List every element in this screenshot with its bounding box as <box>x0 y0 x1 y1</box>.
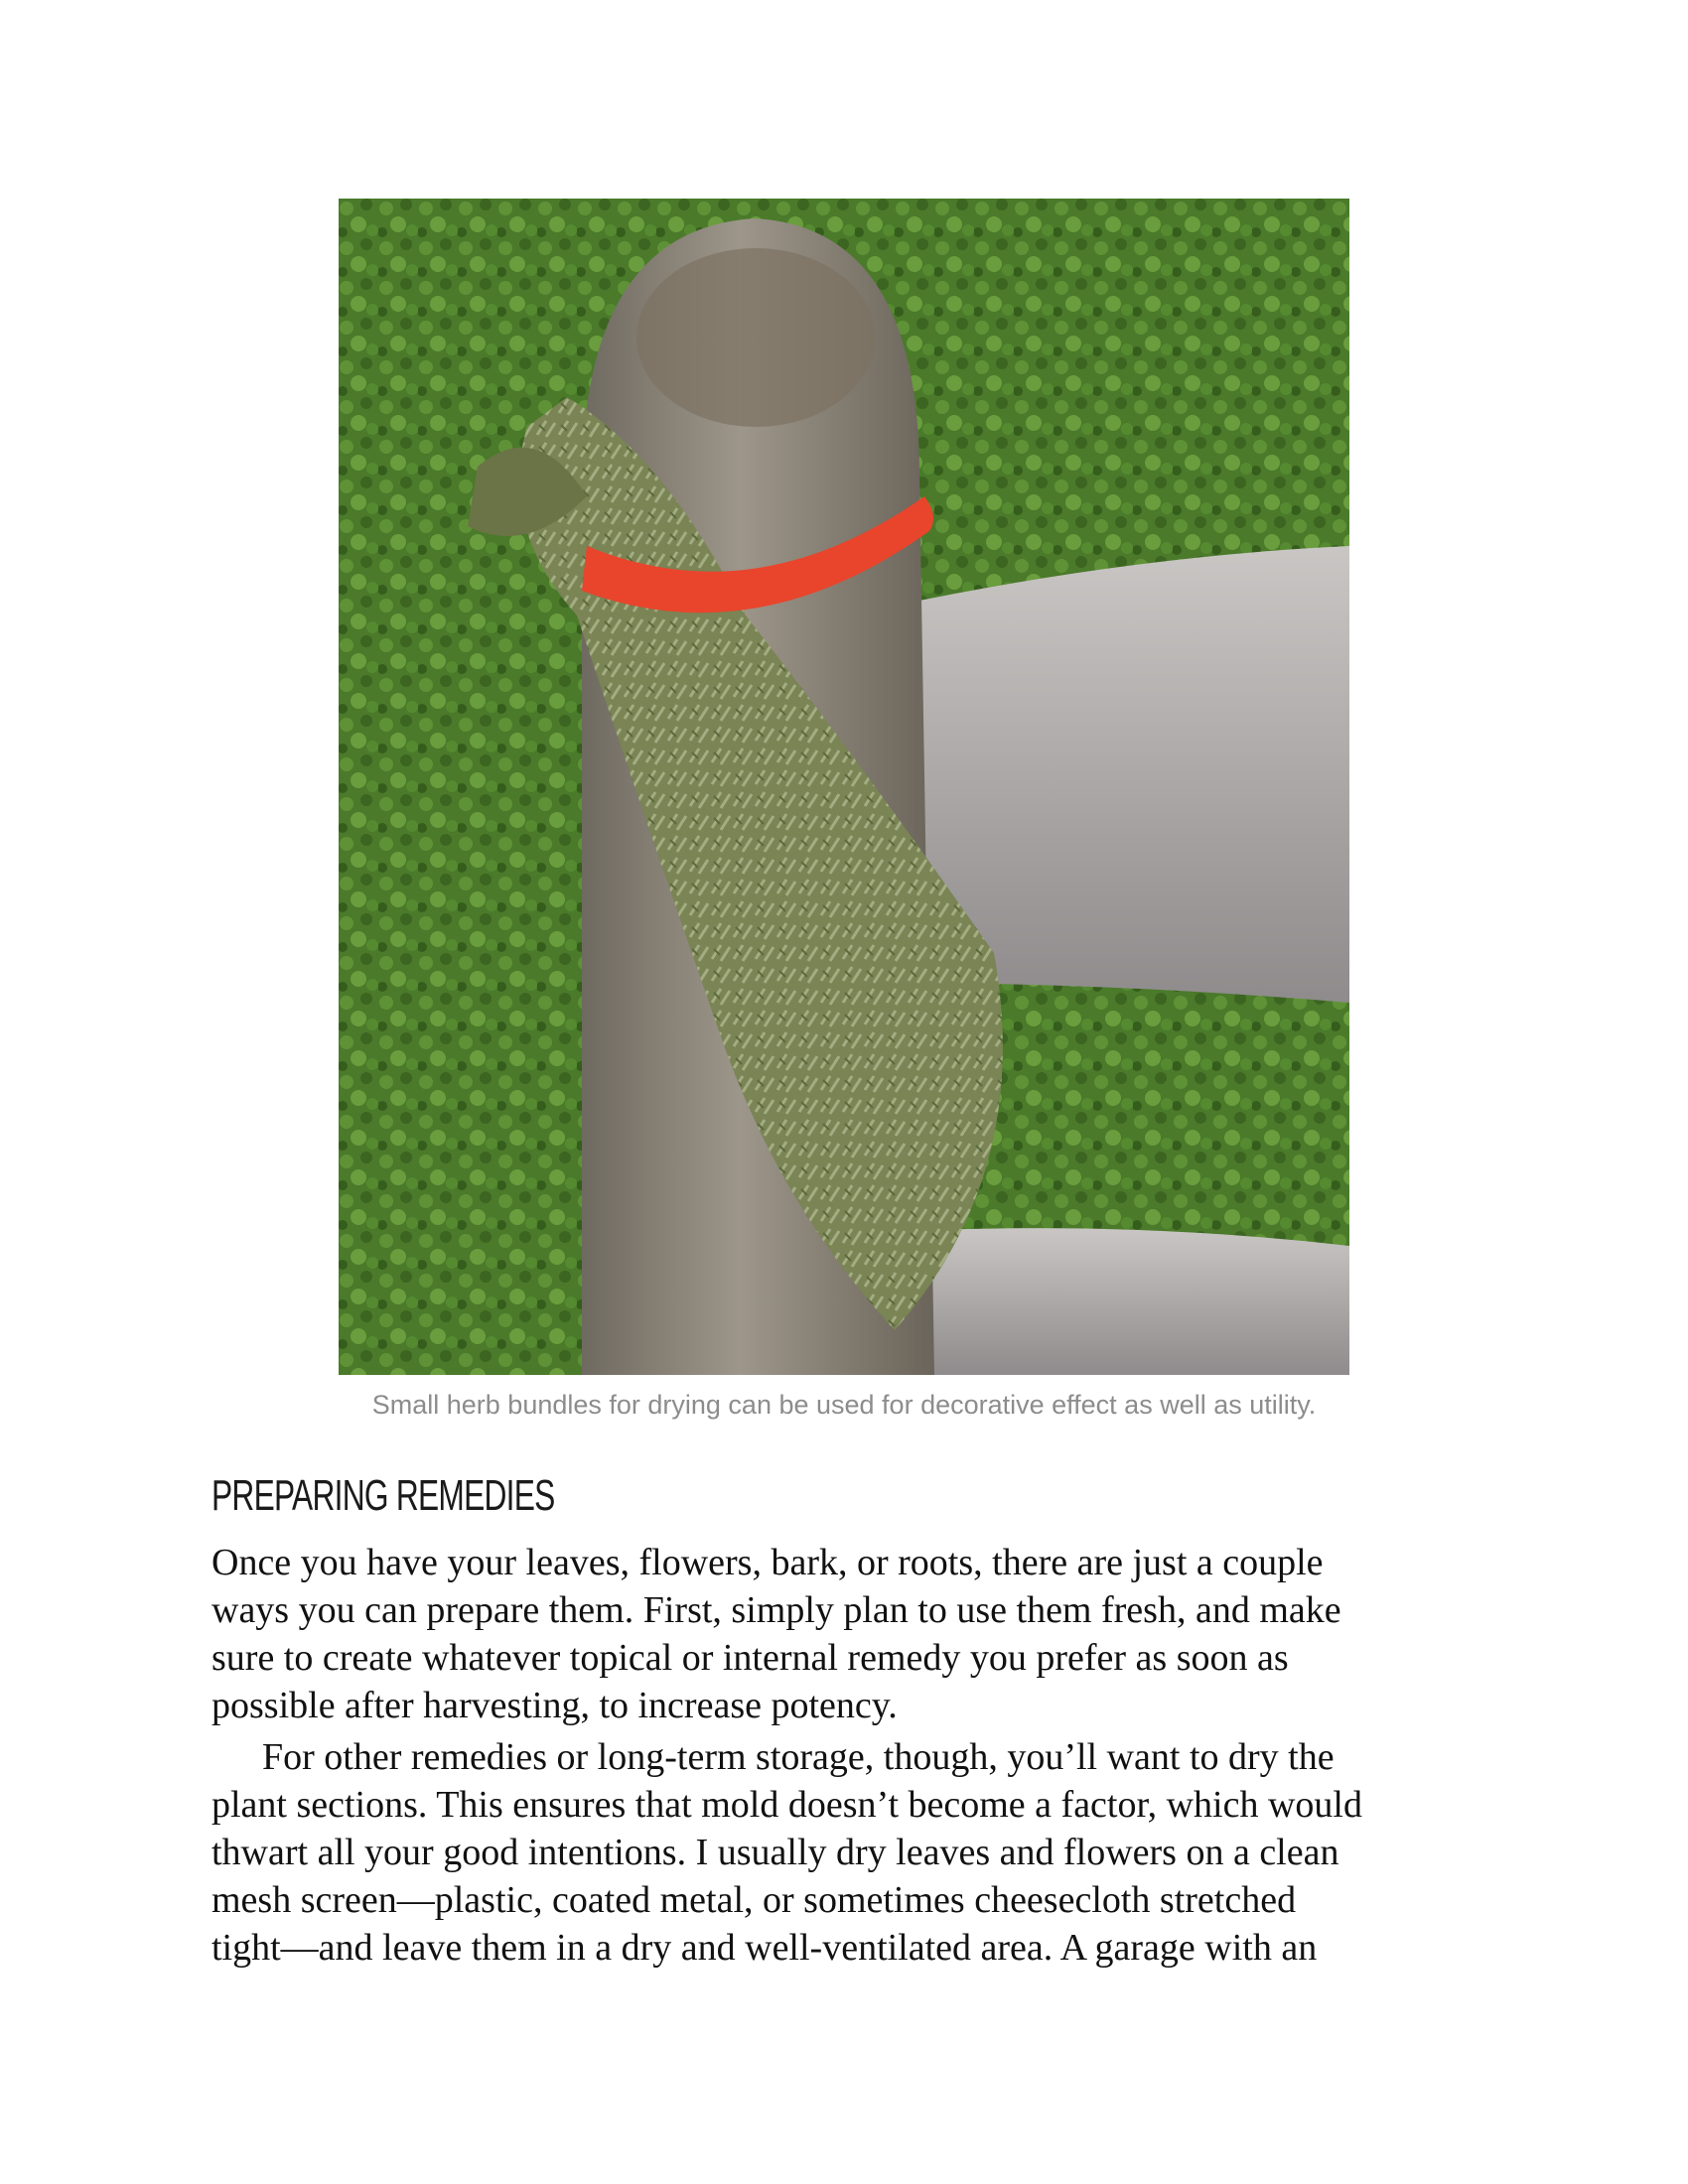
paragraph-1 <box>211 1539 1502 1729</box>
text-line: Once you have your leaves, flowers, bark, or roots, there are just a couple <box>211 1542 1324 1583</box>
herb-bundle-photo <box>339 199 1349 1375</box>
text-line: thwart all your good intentions. I usually dry leaves and flowers on a clean <box>211 1832 1339 1873</box>
text-line: tight—and leave them in a dry and well-ventilated area. A garage with an <box>211 1927 1318 1969</box>
photo-caption: Small herb bundles for drying can be used for decorative effect as well as utility. <box>371 1390 1317 1420</box>
text-line: possible after harvesting, to increase potency. <box>211 1685 898 1726</box>
text-line: ways you can prepare them. First, simply plan to use them fresh, and make <box>211 1589 1341 1631</box>
text-line: For other remedies or long-term storage, though, you’ll want to dry the <box>262 1736 1335 1778</box>
section-heading: PREPARING REMEDIES <box>211 1471 555 1520</box>
body-text <box>211 1539 1502 1972</box>
text-line: plant sections. This ensures that mold doesn’t become a factor, which would <box>211 1784 1362 1826</box>
text-line: sure to create whatever topical or internal remedy you prefer as soon as <box>211 1637 1289 1679</box>
text-line: mesh screen—plastic, coated metal, or sometimes cheesecloth stretched <box>211 1879 1297 1921</box>
herb-bundle-illustration <box>339 199 1349 1375</box>
paragraph-2 <box>211 1733 1502 1972</box>
